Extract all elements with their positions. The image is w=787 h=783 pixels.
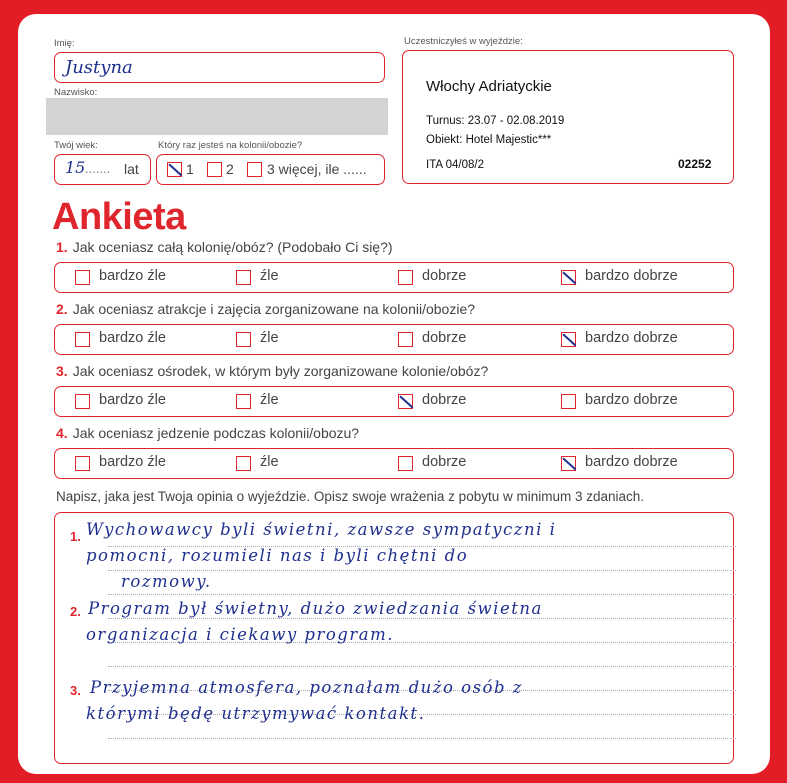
question-2-number: 2.	[56, 301, 68, 317]
times-checkbox-3[interactable]	[247, 162, 262, 177]
opinion-prompt: Napisz, jaka jest Twoja opinia o wyjeździe. Opisz swoje wrażenia z pobytu w minimum 3 zdaniach.	[56, 489, 645, 504]
times-label: Który raz jesteś na kolonii/obozie?	[158, 140, 303, 151]
q1-option-label: dobrze	[422, 268, 467, 284]
q2-option-label: bardzo dobrze	[585, 330, 678, 346]
trip-obiekt: Obiekt: Hotel Majestic***	[426, 134, 552, 146]
question-2-text: Jak oceniasz atrakcje i zajęcia zorganizowane na kolonii/obozie?	[72, 301, 476, 317]
q2-option-dobrze-checkbox[interactable]	[398, 332, 413, 347]
q3-option-label: bardzo dobrze	[585, 392, 678, 408]
times-option-3: 3 więcej, ile ......	[267, 161, 367, 177]
trip-code: ITA 04/08/2	[426, 159, 484, 171]
q3-option-dobrze-checkbox[interactable]	[398, 394, 413, 409]
opinion-line-2: pomocni, rozumieli nas i byli chętni do	[86, 546, 469, 565]
q2-option-bardzo-zle-checkbox[interactable]	[75, 332, 90, 347]
opinion-line-5: organizacja i ciekawy program.	[86, 625, 394, 644]
opinion-line-4: Program był świetny, dużo zwiedzania świetna	[88, 599, 543, 618]
question-3-number: 3.	[56, 363, 68, 379]
q1-option-label: bardzo dobrze	[585, 268, 678, 284]
ruled-line	[108, 666, 736, 667]
q1-option-label: źle	[260, 268, 279, 284]
trip-number: 02252	[678, 157, 712, 171]
opinion-line-3: rozmowy.	[121, 572, 212, 591]
trip-label: Uczestniczyłeś w wyjeździe:	[404, 36, 523, 47]
surname-redacted	[46, 98, 388, 135]
ruled-line	[108, 618, 736, 619]
question-4-number: 4.	[56, 425, 68, 441]
q1-option-dobrze-checkbox[interactable]	[398, 270, 413, 285]
ruled-line	[108, 570, 736, 571]
q2-option-zle-checkbox[interactable]	[236, 332, 251, 347]
q4-option-bardzo-dobrze-checkbox[interactable]	[561, 456, 576, 471]
name-value: Justyna	[65, 57, 133, 78]
trip-destination: Włochy Adriatyckie	[426, 78, 552, 95]
times-option-2: 2	[226, 161, 234, 177]
q4-option-zle-checkbox[interactable]	[236, 456, 251, 471]
question-2-options	[54, 324, 734, 355]
q1-option-label: bardzo źle	[99, 268, 166, 284]
name-label: Imię:	[54, 38, 75, 49]
q1-option-bardzo-zle-checkbox[interactable]	[75, 270, 90, 285]
opinion-number-1: 1.	[70, 529, 81, 544]
question-3-text: Jak oceniasz ośrodek, w którym były zorganizowane kolonie/obóz?	[72, 363, 489, 379]
trip-turnus: Turnus: 23.07 - 02.08.2019	[426, 115, 565, 127]
q3-option-label: bardzo źle	[99, 392, 166, 408]
opinion-number-2: 2.	[70, 604, 81, 619]
q2-option-label: bardzo źle	[99, 330, 166, 346]
name-field[interactable]	[54, 52, 385, 83]
age-label: Twój wiek:	[54, 140, 98, 151]
ruled-line	[108, 738, 736, 739]
q1-option-zle-checkbox[interactable]	[236, 270, 251, 285]
survey-title: Ankieta	[52, 196, 186, 238]
q1-option-bardzo-dobrze-checkbox[interactable]	[561, 270, 576, 285]
opinion-line-7: którymi będę utrzymywać kontakt.	[86, 704, 426, 723]
q2-option-bardzo-dobrze-checkbox[interactable]	[561, 332, 576, 347]
q4-option-label: bardzo źle	[99, 454, 166, 470]
opinion-number-3: 3.	[70, 683, 81, 698]
opinion-line-6: Przyjemna atmosfera, poznałam dużo osób z	[90, 678, 523, 697]
question-1-text: Jak oceniasz całą kolonię/obóz? (Podobało Ci się?)	[72, 239, 393, 255]
age-field[interactable]	[54, 154, 151, 185]
q4-option-label: źle	[260, 454, 279, 470]
age-dots: .......	[85, 161, 111, 176]
q2-option-label: dobrze	[422, 330, 467, 346]
q3-option-bardzo-zle-checkbox[interactable]	[75, 394, 90, 409]
q2-option-label: źle	[260, 330, 279, 346]
ruled-line	[108, 594, 736, 595]
surname-label: Nazwisko:	[54, 87, 98, 98]
question-1-options	[54, 262, 734, 293]
q4-option-bardzo-zle-checkbox[interactable]	[75, 456, 90, 471]
question-4-options	[54, 448, 734, 479]
times-field	[156, 154, 385, 185]
q3-option-bardzo-dobrze-checkbox[interactable]	[561, 394, 576, 409]
times-checkbox-2[interactable]	[207, 162, 222, 177]
question-3-options	[54, 386, 734, 417]
survey-sheet	[18, 14, 770, 774]
age-unit: lat	[124, 161, 139, 177]
question-1-number: 1.	[56, 239, 68, 255]
opinion-line-1: Wychowawcy byli świetni, zawsze sympatyczni i	[86, 520, 557, 539]
times-option-1: 1	[186, 161, 194, 177]
question-4-text: Jak oceniasz jedzenie podczas kolonii/obozu?	[72, 425, 360, 441]
q4-option-label: dobrze	[422, 454, 467, 470]
q4-option-dobrze-checkbox[interactable]	[398, 456, 413, 471]
q4-option-label: bardzo dobrze	[585, 454, 678, 470]
q3-option-label: dobrze	[422, 392, 467, 408]
times-checkbox-1[interactable]	[167, 162, 182, 177]
age-value: 15	[65, 158, 86, 177]
q3-option-zle-checkbox[interactable]	[236, 394, 251, 409]
q3-option-label: źle	[260, 392, 279, 408]
